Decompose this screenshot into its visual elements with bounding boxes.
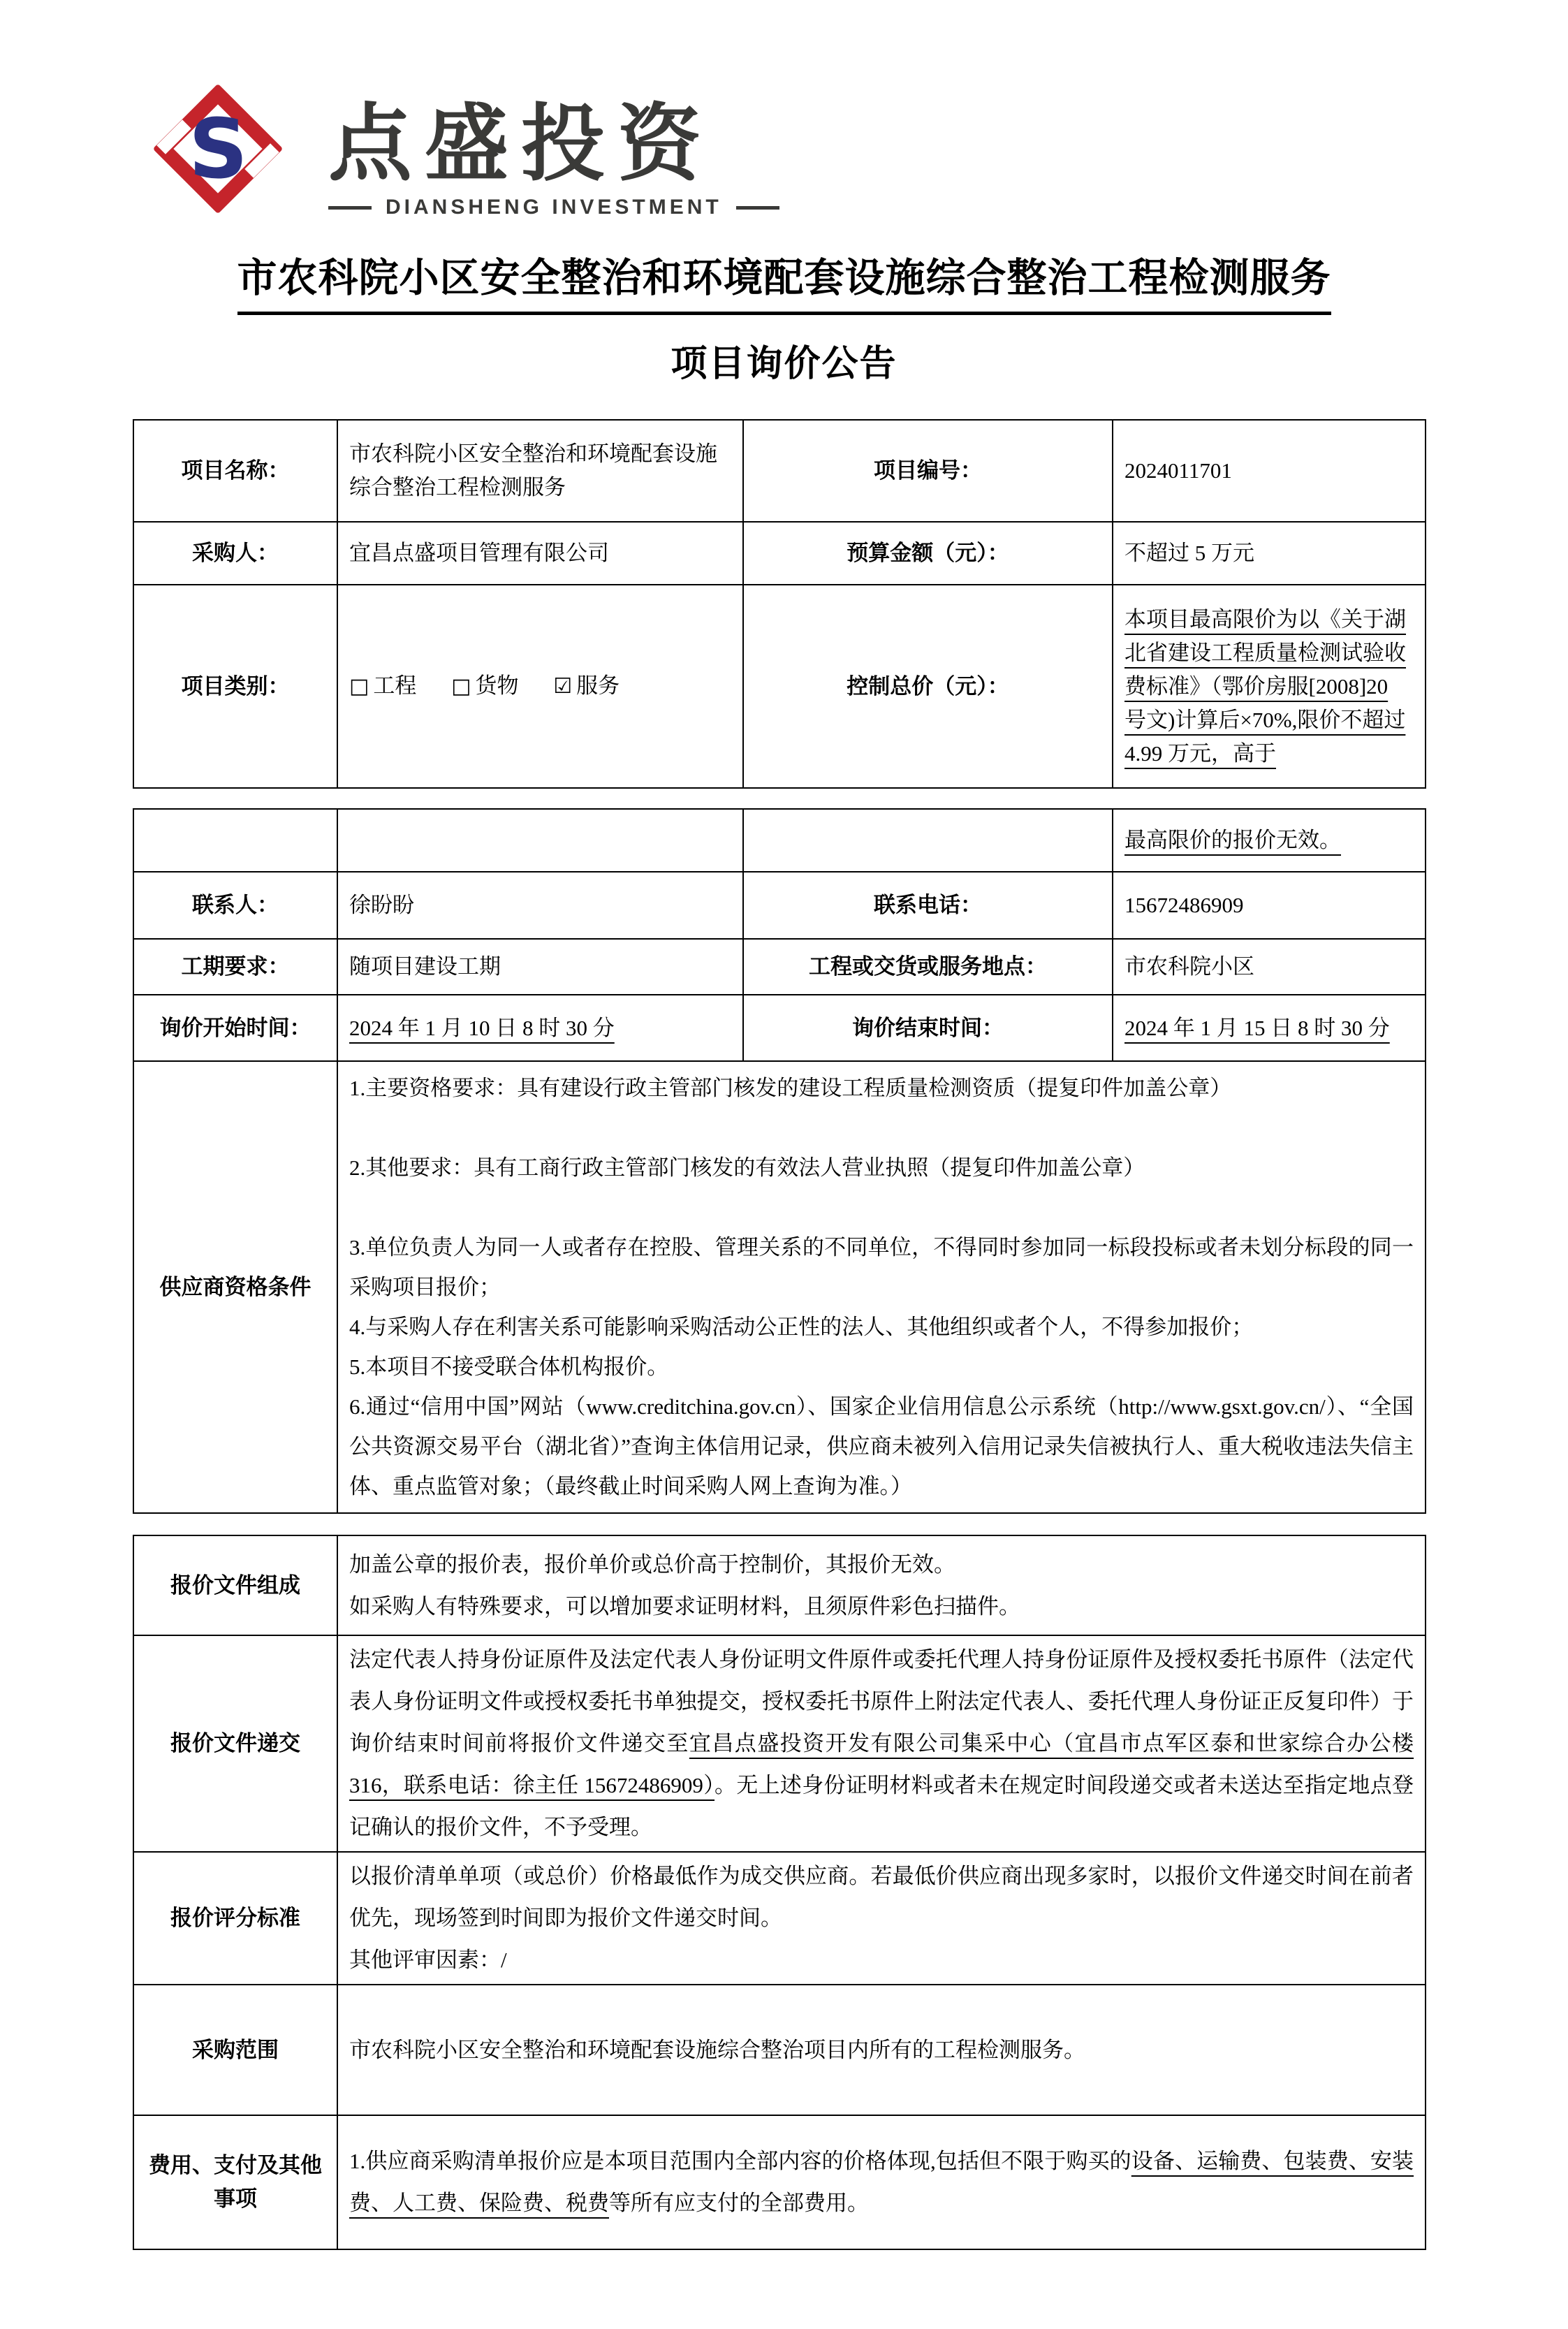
control-price-text: 本项目最高限价为以《关于湖北省建设工程质量检测试验收费标准》（鄂价房服[2008]20 号文)计算后×70%,限价不超过 4.99 万元，高于 bbox=[1124, 606, 1406, 766]
control-price-continued bbox=[1113, 809, 1426, 872]
budget-value: 不超过 5 万元 bbox=[1113, 522, 1426, 585]
empty-cell bbox=[743, 809, 1113, 872]
evaluation-line: 以报价清单单项（或总价）价格最低作为成交供应商。若最低价供应商出现多家时，以报价文件递交时间在前者优先，现场签到时间即为报价文件递交时间。 bbox=[349, 1864, 1414, 1930]
table-row bbox=[133, 1535, 1426, 1635]
fees-content bbox=[337, 2115, 1426, 2249]
project-name-value: 市农科院小区安全整治和环境配套设施综合整治工程检测服务 bbox=[337, 420, 743, 522]
qualification-item: 4.与采购人存在利害关系可能影响采购活动公正性的法人、其他组织或者个人，不得参加报价； bbox=[349, 1315, 1254, 1339]
qualification-item: 6.通过“信用中国”网站（www.creditchina.gov.cn）、国家企业信用信息公示系统（http://www.gsxt.gov.cn/）、“全国公共资源交易平台（湖北省）”查询主体信用记录，供应商未被列入信用记录失信被执行人、重大税收违法失信主体、重点监管对象；（最终截止时间采购人网上查询为准。） bbox=[349, 1394, 1414, 1498]
control-price-value bbox=[1113, 585, 1426, 788]
empty-cell bbox=[133, 809, 337, 872]
inquiry-end-text: 2024 年 1 月 15 日 8 时 30 分 bbox=[1124, 1015, 1390, 1040]
logo-tagline-row bbox=[328, 196, 779, 219]
qualification-item: 2.其他要求：具有工商行政主管部门核发的有效法人营业执照（提复印件加盖公章） bbox=[349, 1155, 1145, 1180]
evaluation-other-factors: 其他评审因素：/ bbox=[349, 1948, 507, 1972]
scope-label: 采购范围 bbox=[133, 1985, 337, 2115]
checkbox-unchecked-icon: □ bbox=[451, 674, 471, 699]
doc-submit-content bbox=[337, 1635, 1426, 1852]
table-row bbox=[133, 809, 1426, 872]
qualification-item: 5.本项目不接受联合体机构报价。 bbox=[349, 1355, 669, 1379]
contact-schedule-table bbox=[133, 808, 1426, 1514]
table-row bbox=[133, 939, 1426, 995]
doc-compose-content bbox=[337, 1535, 1426, 1635]
project-no-value: 2024011701 bbox=[1113, 420, 1426, 522]
location-label: 工程或交货或服务地点： bbox=[743, 939, 1113, 995]
checkbox-option-label: 货物 bbox=[475, 673, 519, 698]
qualification-content bbox=[337, 1061, 1426, 1513]
company-logo bbox=[147, 82, 779, 219]
table-row bbox=[133, 2115, 1426, 2249]
inquiry-start-label: 询价开始时间： bbox=[133, 995, 337, 1061]
doc-submit-label: 报价文件递交 bbox=[133, 1635, 337, 1852]
doc-compose-line: 加盖公章的报价表，报价单价或总价高于控制价，其报价无效。 bbox=[349, 1552, 955, 1577]
inquiry-start-value bbox=[337, 995, 743, 1061]
doc-submit-text: 法定代表人持身份证原件及法定代表人身份证明文件原件或委托代理人持身份证原件及授权委托书原件（法定代表人身份证明文件或授权委托书单独提交，授权委托书原件上附法定代表人、委托代理人身份证正反复印件）于询价结束时间前将报价文件递交至宜昌点盛投资开发有限公司集采中心（宜昌市点军区泰和世家综合办公楼 316，联系电话：徐主任 15672486909）。无上述身份证明材料或者未在规定时间段递交或者未送达至指定地点登记确认的报价文件，不予受理。 bbox=[349, 1647, 1414, 1839]
category-label: 项目类别： bbox=[133, 585, 337, 788]
duration-value: 随项目建设工期 bbox=[337, 939, 743, 995]
document-subtitle: 项目询价公告 bbox=[671, 344, 897, 384]
fees-label: 费用、支付及其他事项 bbox=[133, 2115, 337, 2249]
contact-label: 联系人： bbox=[133, 872, 337, 939]
inquiry-end-label: 询价结束时间： bbox=[743, 995, 1113, 1061]
duration-label: 工期要求： bbox=[133, 939, 337, 995]
qualification-item: 1.主要资格要求：具有建设行政主管部门核发的建设工程质量检测资质（提复印件加盖公章） bbox=[349, 1076, 1232, 1100]
control-price-label: 控制总价（元）： bbox=[743, 585, 1113, 788]
evaluation-label: 报价评分标准 bbox=[133, 1852, 337, 1985]
project-no-label: 项目编号： bbox=[743, 420, 1113, 522]
tagline-dash-right bbox=[736, 206, 779, 210]
table-row bbox=[133, 522, 1426, 585]
buyer-value: 宜昌点盛项目管理有限公司 bbox=[337, 522, 743, 585]
qualification-label: 供应商资格条件 bbox=[133, 1061, 337, 1513]
checkbox-checked-icon: ☑ bbox=[553, 674, 573, 699]
evaluation-content bbox=[337, 1852, 1426, 1985]
inquiry-end-value bbox=[1113, 995, 1426, 1061]
buyer-label: 采购人： bbox=[133, 522, 337, 585]
checkbox-option-gongcheng bbox=[349, 673, 416, 698]
project-info-table bbox=[133, 419, 1426, 789]
location-value: 市农科院小区 bbox=[1113, 939, 1426, 995]
project-name-label: 项目名称： bbox=[133, 420, 337, 522]
document-title bbox=[0, 246, 1568, 315]
empty-cell bbox=[337, 809, 743, 872]
control-price-text-continued: 最高限价的报价无效。 bbox=[1124, 828, 1341, 852]
table-row bbox=[133, 420, 1426, 522]
doc-compose-label: 报价文件组成 bbox=[133, 1535, 337, 1635]
logo-letter-s: S bbox=[189, 101, 248, 197]
tagline-dash-left bbox=[328, 206, 372, 210]
budget-label: 预算金额（元）： bbox=[743, 522, 1113, 585]
table-row bbox=[133, 872, 1426, 939]
scope-text: 市农科院小区安全整治和环境配套设施综合整治项目内所有的工程检测服务。 bbox=[349, 2037, 1085, 2062]
quotation-rules-table bbox=[133, 1535, 1426, 2250]
phone-label: 联系电话： bbox=[743, 872, 1113, 939]
table-row bbox=[133, 1635, 1426, 1852]
logo-company-name-cn: 点盛投资 bbox=[328, 97, 714, 191]
doc-compose-line: 如采购人有特殊要求，可以增加要求证明材料，且须原件彩色扫描件。 bbox=[349, 1593, 1020, 1619]
table-row bbox=[133, 995, 1426, 1061]
checkbox-option-fuwu bbox=[553, 673, 620, 698]
scope-content bbox=[337, 1985, 1426, 2115]
logo-text-block bbox=[328, 97, 779, 219]
logo-company-name-en: DIANSHENG INVESTMENT bbox=[386, 196, 722, 219]
table-row bbox=[133, 1061, 1426, 1513]
fees-text: 1.供应商采购清单报价应是本项目范围内全部内容的价格体现,包括但不限于购买的设备、运输费、包装费、安装费、人工费、保险费、税费等所有应支付的全部费用。 bbox=[349, 2149, 1414, 2215]
contact-value: 徐盼盼 bbox=[337, 872, 743, 939]
checkbox-option-label: 工程 bbox=[373, 673, 417, 698]
table-row bbox=[133, 1852, 1426, 1985]
checkbox-option-huowu bbox=[451, 673, 518, 698]
table-row bbox=[133, 585, 1426, 788]
category-options bbox=[337, 585, 743, 788]
qualification-item: 3.单位负责人为同一人或者存在控股、管理关系的不同单位，不得同时参加同一标段投标或者未划分标段的同一采购项目报价； bbox=[349, 1235, 1414, 1299]
document-title-text: 市农科院小区安全整治和环境配套设施综合整治工程检测服务 bbox=[237, 246, 1331, 315]
phone-value: 15672486909 bbox=[1113, 872, 1426, 939]
table-row bbox=[133, 1985, 1426, 2115]
logo-diamond-icon bbox=[147, 82, 290, 215]
checkbox-option-label: 服务 bbox=[576, 673, 620, 698]
checkbox-unchecked-icon: □ bbox=[349, 674, 369, 699]
inquiry-start-text: 2024 年 1 月 10 日 8 时 30 分 bbox=[349, 1015, 615, 1040]
